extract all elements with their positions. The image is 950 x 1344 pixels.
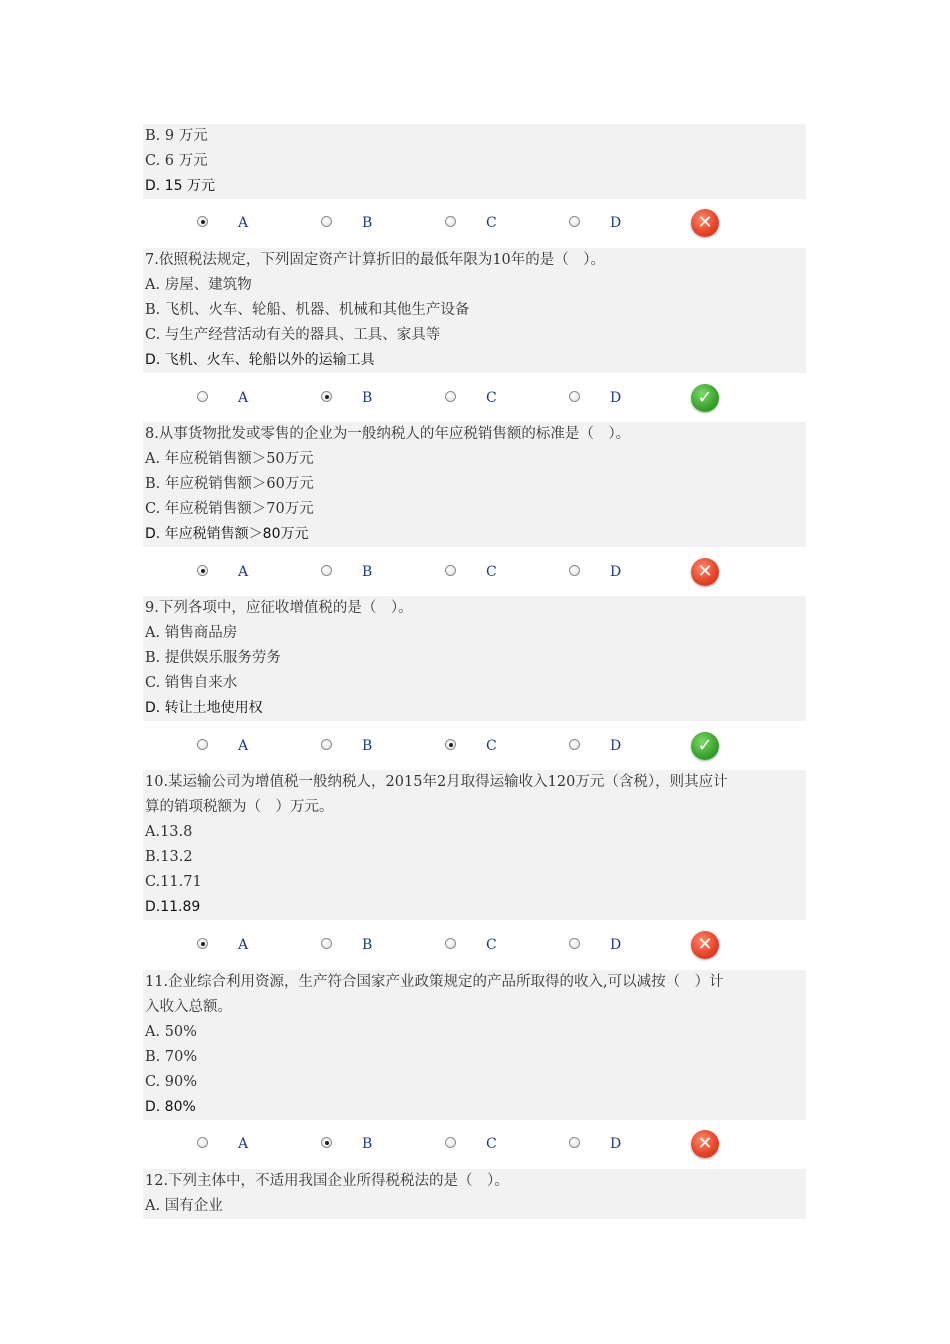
option-label: C (486, 738, 497, 754)
question-7 (143, 248, 806, 373)
question-text: 12.下列主体中，不适用我国企业所得税税法的是（ ）。 (145, 1173, 509, 1189)
option-label: B (362, 390, 373, 406)
radio-button[interactable] (445, 216, 456, 227)
check-circle-icon: ✓ (691, 384, 719, 412)
radio-button[interactable] (321, 565, 332, 576)
radio-button[interactable] (445, 938, 456, 949)
question-11 (143, 970, 806, 1120)
answer-row-9 (143, 722, 806, 770)
option-label: D (610, 390, 622, 406)
answer-row-8 (143, 548, 806, 596)
option-label: A (238, 390, 249, 406)
check-circle-icon: ✓ (691, 732, 719, 760)
radio-button[interactable] (569, 391, 580, 402)
option-text: A. 房屋、建筑物 (145, 277, 252, 293)
answer-row-10 (143, 921, 806, 969)
option-text: C. 与生产经营活动有关的器具、工具、家具等 (145, 327, 441, 343)
answer-row-6 (143, 199, 806, 247)
radio-button[interactable] (321, 391, 332, 402)
option-text: B. 飞机、火车、轮船、机器、机械和其他生产设备 (145, 302, 470, 318)
option-text: D. 15 万元 (145, 178, 215, 194)
option-label: C (486, 1136, 497, 1152)
option-text: D. 80% (145, 1099, 196, 1115)
option-label: D (610, 1136, 622, 1152)
radio-button[interactable] (197, 1137, 208, 1148)
option-text: A. 年应税销售额＞50万元 (145, 451, 314, 467)
cross-circle-icon: ✕ (691, 931, 719, 959)
radio-button[interactable] (197, 216, 208, 227)
radio-button[interactable] (569, 216, 580, 227)
question-text: 入收入总额。 (145, 999, 232, 1015)
radio-button[interactable] (569, 938, 580, 949)
cross-circle-icon: ✕ (691, 209, 719, 237)
radio-button[interactable] (445, 739, 456, 750)
radio-button[interactable] (321, 938, 332, 949)
option-text: B. 提供娱乐服务劳务 (145, 650, 281, 666)
option-text: C. 90% (145, 1074, 198, 1090)
option-text: C. 销售自来水 (145, 675, 238, 691)
option-text: A. 国有企业 (145, 1198, 223, 1214)
option-text: D. 转让土地使用权 (145, 700, 263, 716)
option-text: B.13.2 (145, 849, 193, 865)
question-9 (143, 596, 806, 721)
radio-button[interactable] (569, 1137, 580, 1148)
radio-button[interactable] (197, 739, 208, 750)
option-text: B. 9 万元 (145, 128, 208, 144)
option-label: B (362, 564, 373, 580)
option-label: B (362, 937, 373, 953)
option-label: D (610, 215, 622, 231)
option-text: D.11.89 (145, 899, 201, 915)
question-text: 11.企业综合利用资源，生产符合国家产业政策规定的产品所取得的收入,可以减按（ ）计 (145, 974, 724, 990)
answer-row-11 (143, 1120, 806, 1168)
option-label: B (362, 215, 373, 231)
question-text: 7.依照税法规定，下列固定资产计算折旧的最低年限为10年的是（ ）。 (145, 252, 606, 268)
option-label: B (362, 1136, 373, 1152)
radio-button[interactable] (197, 938, 208, 949)
cross-circle-icon: ✕ (691, 558, 719, 586)
answer-row-7 (143, 374, 806, 422)
question-10 (143, 770, 806, 920)
option-text: D. 年应税销售额＞80万元 (145, 526, 309, 542)
radio-button[interactable] (321, 216, 332, 227)
cross-circle-icon: ✕ (691, 1130, 719, 1158)
option-label: C (486, 215, 497, 231)
option-text: A. 50% (145, 1024, 197, 1040)
radio-button[interactable] (445, 391, 456, 402)
option-text: C. 6 万元 (145, 153, 208, 169)
radio-button[interactable] (445, 1137, 456, 1148)
radio-button[interactable] (197, 391, 208, 402)
option-text: B. 年应税销售额＞60万元 (145, 476, 314, 492)
option-label: D (610, 564, 622, 580)
option-text: A.13.8 (145, 824, 193, 840)
question-8 (143, 422, 806, 547)
radio-button[interactable] (569, 739, 580, 750)
radio-button[interactable] (321, 739, 332, 750)
radio-button[interactable] (569, 565, 580, 576)
option-label: C (486, 390, 497, 406)
option-text: B. 70% (145, 1049, 198, 1065)
option-text: D. 飞机、火车、轮船以外的运输工具 (145, 352, 375, 368)
question-12 (143, 1169, 806, 1219)
option-label: A (238, 564, 249, 580)
option-label: A (238, 738, 249, 754)
option-label: B (362, 738, 373, 754)
radio-button[interactable] (321, 1137, 332, 1148)
option-text: A. 销售商品房 (145, 625, 238, 641)
question-text: 9.下列各项中，应征收增值税的是（ ）。 (145, 600, 413, 616)
question-text: 算的销项税额为（ ）万元。 (145, 799, 334, 815)
question-text: 10.某运输公司为增值税一般纳税人，2015年2月取得运输收入120万元（含税），则其应计 (145, 774, 728, 790)
question-6-options (143, 124, 806, 199)
option-label: A (238, 1136, 249, 1152)
question-text: 8.从事货物批发或零售的企业为一般纳税人的年应税销售额的标准是（ ）。 (145, 426, 631, 442)
option-label: C (486, 564, 497, 580)
option-label: A (238, 215, 249, 231)
radio-button[interactable] (445, 565, 456, 576)
option-label: A (238, 937, 249, 953)
radio-button[interactable] (197, 565, 208, 576)
option-label: D (610, 937, 622, 953)
option-label: C (486, 937, 497, 953)
option-text: C.11.71 (145, 874, 202, 890)
option-text: C. 年应税销售额＞70万元 (145, 501, 314, 517)
option-label: D (610, 738, 622, 754)
